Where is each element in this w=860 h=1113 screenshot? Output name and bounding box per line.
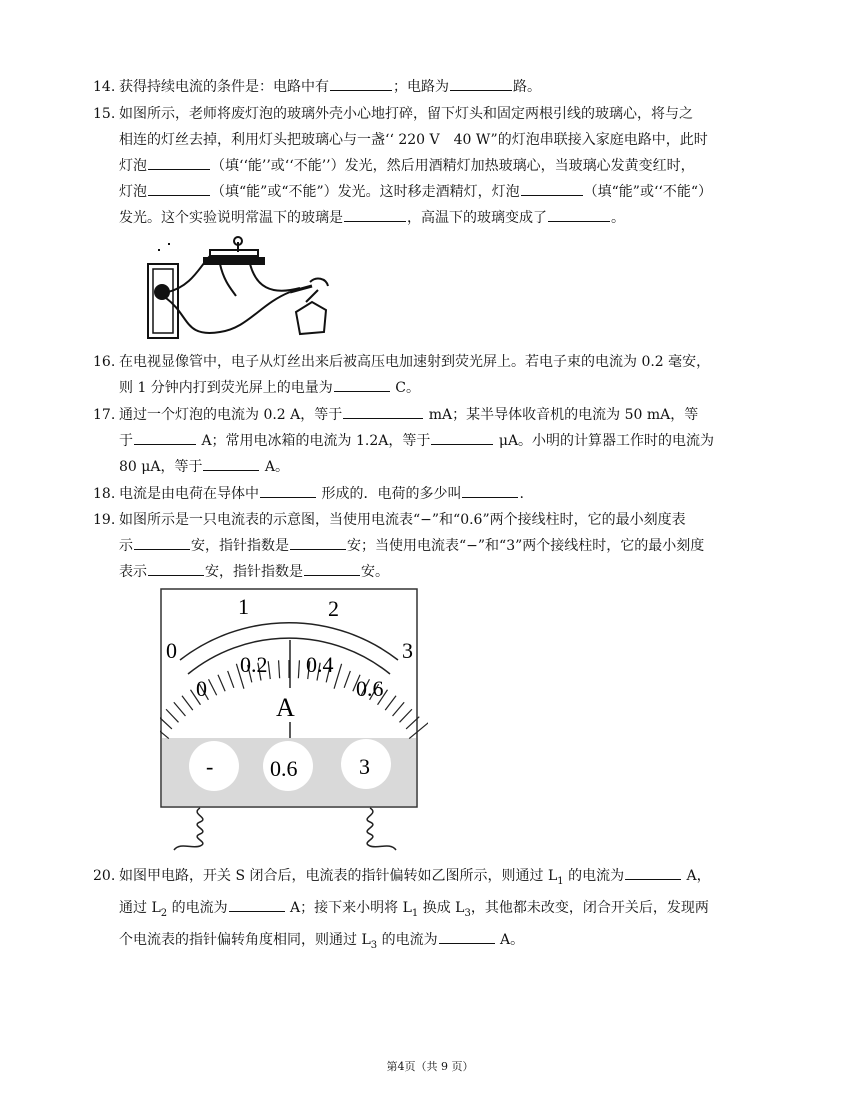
answer-blank[interactable]	[548, 207, 610, 222]
answer-blank[interactable]	[260, 483, 316, 498]
q16-line-1: 在电视显像管中，电子从灯丝出来后被高压电加速射到荧光屏上。若电子束的电流为 0.2 毫安，	[119, 354, 711, 370]
alcohol-burner-icon	[296, 302, 326, 334]
answer-blank[interactable]	[203, 456, 259, 471]
q15-line-5a: 发光。这个实验说明常温下的玻璃是	[119, 210, 343, 226]
subscript: 3	[464, 907, 471, 919]
q15-line-2: 相连的灯丝去掉，利用灯头把玻璃心与一盏‘‘ 220 V 40 W”的灯泡串联接入家庭电路中，此时	[119, 132, 708, 148]
question-number: 17.	[93, 407, 116, 423]
answer-blank[interactable]	[625, 865, 681, 880]
q16-line-2a: 则 1 分钟内打到荧光屏上的电量为	[119, 380, 333, 396]
answer-blank[interactable]	[431, 430, 493, 445]
question-17	[93, 402, 767, 480]
q20-line-2c: A；接下来小明将 L	[285, 899, 412, 916]
question-number: 16.	[93, 354, 116, 370]
subscript: 3	[370, 939, 378, 951]
q19-line-3b: 安，指针指数是	[205, 564, 303, 580]
answer-blank[interactable]	[134, 535, 190, 550]
bottom-label: 0.6	[356, 676, 384, 701]
bottom-label: 0.2	[240, 652, 268, 677]
subscript: 1	[557, 875, 564, 887]
lamp-board	[210, 250, 258, 256]
answer-blank[interactable]	[290, 535, 346, 550]
answer-blank[interactable]	[344, 207, 406, 222]
q18-text-b: 形成的．电荷的多少叫	[317, 486, 462, 502]
terminal-label: -	[206, 754, 214, 779]
question-number: 19.	[93, 512, 116, 528]
q20-line-2a: 通过 L	[119, 899, 161, 916]
terminal-label: 3	[359, 754, 370, 779]
q19-line-3a: 表示	[119, 564, 147, 580]
q17-line-3a: 80 μA，等于	[119, 459, 203, 475]
coil-wires	[174, 808, 396, 850]
unit-label: A	[276, 693, 295, 722]
q19-line-1: 如图所示是一只电流表的示意图，当使用电流表“−”和“0.6”两个接线柱时，它的最小刻度表	[119, 512, 686, 528]
answer-blank[interactable]	[343, 404, 423, 419]
q19-line-2a: 示	[119, 538, 133, 554]
q20-line-1c: A，	[682, 868, 711, 884]
q15-line-3b: （填‘‘能’’或‘‘不能’’）发光，然后用酒精灯加热玻璃心，当玻璃心发黄变红时，	[211, 158, 695, 174]
top-label: 0	[166, 638, 177, 663]
terminal-label: 0.6	[270, 756, 298, 781]
flame-icon	[310, 279, 328, 286]
plug	[155, 285, 169, 299]
answer-blank[interactable]	[148, 155, 210, 170]
q18-text-c: .	[519, 486, 524, 502]
q19-line-2b: 安，指针指数是	[191, 538, 289, 554]
q17-line-3b: A。	[260, 459, 290, 475]
q17-line-2a: 于	[119, 433, 133, 449]
q20-line-1a: 如图甲电路，开关 S 闭合后，电流表的指针偏转如乙图所示，则通过 L	[119, 868, 558, 884]
answer-blank[interactable]	[330, 76, 392, 91]
answer-blank[interactable]	[134, 430, 196, 445]
subscript: 1	[411, 907, 419, 919]
question-number: 14.	[93, 79, 116, 95]
q16-line-2b: C。	[390, 380, 420, 396]
glass-conductor-figure	[140, 236, 360, 344]
answer-blank[interactable]	[334, 377, 390, 392]
question-20	[93, 863, 767, 958]
q20-line-3b: 的电流为	[377, 931, 438, 948]
q20-line-2b: 的电流为	[167, 899, 228, 916]
bottom-label: 0.4	[306, 652, 334, 677]
q15-line-4a: 灯泡	[119, 184, 147, 200]
bottom-label: 0	[196, 676, 207, 701]
q14-text-3: 路。	[513, 79, 541, 95]
q14-text-2: ；电路为	[393, 79, 449, 95]
answer-blank[interactable]	[450, 76, 512, 91]
q19-line-2c: 安；当使用电流表“−”和“3”两个接线柱时，它的最小刻度	[347, 538, 705, 554]
q17-line-2c: μA。小明的计算器工作时的电流为	[494, 433, 715, 449]
top-label: 1	[238, 594, 249, 619]
question-number: 15.	[93, 106, 116, 122]
q18-text-a: 电流是由电荷在导体中	[119, 486, 259, 502]
answer-blank[interactable]	[462, 483, 518, 498]
q20-line-3a: 个电流表的指针偏转角度相同，则通过 L	[119, 931, 371, 948]
q15-line-3a: 灯泡	[119, 158, 147, 174]
subscript: 2	[160, 907, 168, 919]
q17-line-1a: 通过一个灯泡的电流为 0.2 A，等于	[119, 407, 343, 423]
question-16	[93, 349, 767, 401]
q15-line-1: 如图所示，老师将废灯泡的玻璃外壳小心地打碎，留下灯头和固定两根引线的玻璃心，将与之	[119, 106, 693, 122]
q20-line-2d: 换成 L	[418, 899, 465, 916]
q14-text-1: 获得持续电流的条件是：电路中有	[119, 79, 329, 95]
answer-blank[interactable]	[148, 181, 210, 196]
q20-line-1b: 的电流为	[563, 868, 625, 884]
answer-blank[interactable]	[148, 561, 204, 576]
question-15	[93, 101, 767, 231]
question-number: 18.	[93, 486, 116, 502]
top-label: 2	[328, 596, 339, 621]
question-18	[93, 481, 767, 507]
q15-line-5c: 。	[611, 210, 625, 226]
top-label: 3	[402, 638, 413, 663]
q15-line-4b: （填“能”或“不能”）发光。这时移走酒精灯，灯泡	[211, 184, 520, 200]
answer-blank[interactable]	[521, 181, 583, 196]
question-14	[93, 74, 767, 100]
answer-blank[interactable]	[439, 929, 495, 944]
q17-line-1b: mA；某半导体收音机的电流为 50 mA，等	[424, 407, 699, 423]
terminal-minus	[189, 741, 239, 791]
q19-line-3c: 安。	[361, 564, 389, 580]
question-19	[93, 507, 767, 585]
ammeter-figure	[160, 588, 428, 852]
q15-line-5b: ，高温下的玻璃变成了	[407, 210, 547, 226]
q17-line-2b: A；常用电冰箱的电流为 1.2A，等于	[197, 433, 431, 449]
question-number: 20.	[93, 868, 116, 884]
page-footer: 第4页（共 9 页）	[386, 1060, 474, 1073]
q15-line-4c: （填“能”或‘‘不能“）	[583, 184, 713, 200]
answer-blank[interactable]	[229, 897, 285, 912]
answer-blank[interactable]	[304, 561, 360, 576]
q20-line-3c: A。	[495, 931, 525, 948]
q20-line-2e: ，其他都未改变，闭合开关后，发现两	[470, 899, 709, 916]
